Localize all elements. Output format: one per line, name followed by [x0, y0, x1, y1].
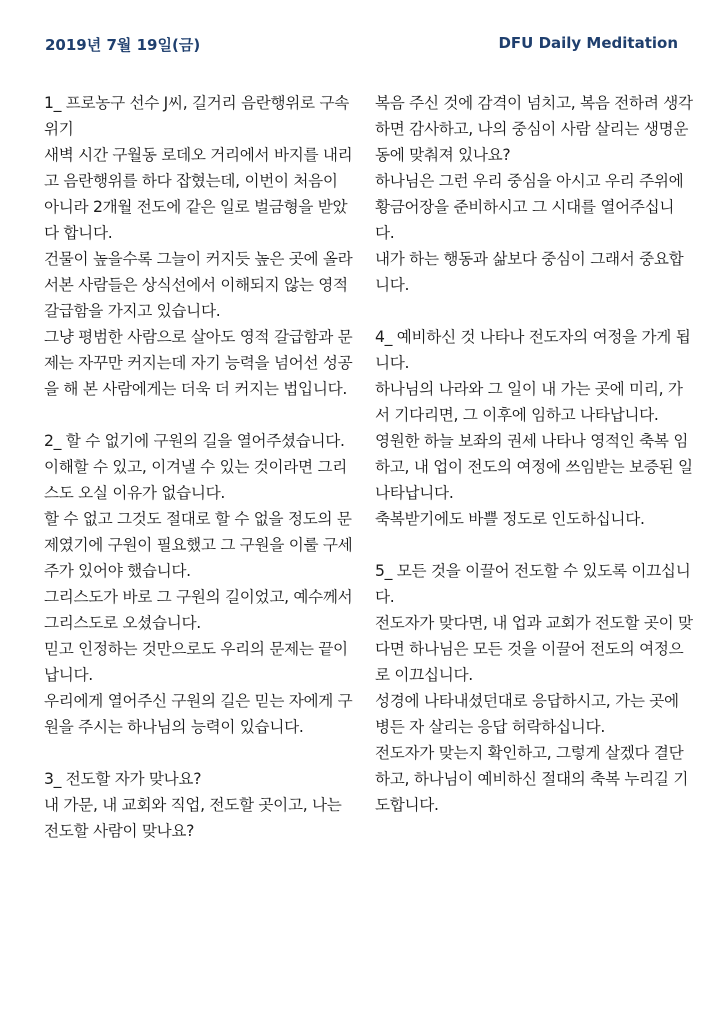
paragraph: 할 수 없고 그것도 절대로 할 수 없을 정도의 문제였기에 구원이 필요했고 그 구원을 이룰 구세주가 있어야 했습니다. [44, 510, 353, 580]
paragraph: 그냥 평범한 사람으로 살아도 영적 갈급함과 문제는 자꾸만 커지는데 자기 능력을 넘어선 성공을 해 본 사람에게는 더욱 더 커지는 법입니다. [44, 328, 353, 398]
paragraph: 영원한 하늘 보좌의 권세 나타나 영적인 축복 임하고, 내 업이 전도의 여정에 쓰임받는 보증된 일 나타납니다. [375, 432, 693, 502]
header-title: DFU Daily Meditation [498, 34, 678, 52]
paragraph: 이해할 수 있고, 이겨낼 수 있는 것이라면 그리스도 오실 이유가 없습니다. [44, 458, 347, 502]
paragraph: 하나님의 나라와 그 일이 내 가는 곳에 미리, 가서 기다리면, 그 이후에 임하고 나타납니다. [375, 380, 683, 424]
right-column [375, 90, 693, 844]
page-header [45, 34, 678, 56]
paragraph: 하나님은 그런 우리 중심을 아시고 우리 주위에 황금어장을 준비하시고 그 시대를 열어주십니다. [375, 172, 684, 242]
section-1 [44, 90, 356, 402]
left-column [44, 90, 356, 870]
section-title: 5_ 모든 것을 이끌어 전도할 수 있도록 이끄십니다. [375, 562, 691, 606]
paragraph: 내가 하는 행동과 삶보다 중심이 그래서 중요합니다. [375, 250, 684, 294]
paragraph: 믿고 인정하는 것만으로도 우리의 문제는 끝이 납니다. [44, 640, 348, 684]
paragraph: 내 가문, 내 교회와 직업, 전도할 곳이고, 나는 전도할 사람이 맞나요? [44, 796, 342, 840]
section-4 [375, 324, 693, 532]
paragraph: 우리에게 열어주신 구원의 길은 믿는 자에게 구원을 주시는 하나님의 능력이 있습니다. [44, 692, 353, 736]
paragraph: 전도자가 맞다면, 내 업과 교회가 전도할 곳이 맞다면 하나님은 모든 것을 이끌어 전도의 여정으로 이끄십니다. [375, 614, 693, 684]
section-title: 4_ 예비하신 것 나타나 전도자의 여정을 가게 됩니다. [375, 328, 691, 372]
section-3 [44, 766, 356, 844]
paragraph: 전도자가 맞는지 확인하고, 그렇게 살겠다 결단하고, 하나님이 예비하신 절대의 축복 누리길 기도합니다. [375, 744, 689, 814]
paragraph: 복음 주신 것에 감격이 넘치고, 복음 전하려 생각하면 감사하고, 나의 중심이 사람 살리는 생명운동에 맞춰져 있나요? [375, 94, 693, 164]
section-title: 3_ 전도할 자가 맞나요? [44, 770, 202, 788]
section-5 [375, 558, 693, 818]
paragraph: 새벽 시간 구월동 로데오 거리에서 바지를 내리고 음란행위를 하다 잡혔는데, 이번이 처음이 아니라 2개월 전도에 같은 일로 벌금형을 받았다 합니다. [44, 146, 353, 242]
header-date: 2019년 7월 19일(금) [45, 36, 201, 54]
section-2 [44, 428, 356, 740]
section-title: 2_ 할 수 없기에 구원의 길을 열어주셨습니다. [44, 432, 345, 450]
paragraph: 그리스도가 바로 그 구원의 길이었고, 예수께서 그리스도로 오셨습니다. [44, 588, 353, 632]
section-3-continued [375, 90, 693, 298]
paragraph: 성경에 나타내셨던대로 응답하시고, 가는 곳에 병든 자 살리는 응답 허락하십니다. [375, 692, 679, 736]
paragraph: 축복받기에도 바쁠 정도로 인도하십니다. [375, 510, 645, 528]
paragraph: 건물이 높을수록 그늘이 커지듯 높은 곳에 올라서본 사람들은 상식선에서 이해되지 않는 영적 갈급함을 가지고 있습니다. [44, 250, 353, 320]
section-title: 1_ 프로농구 선수 J씨, 길거리 음란행위로 구속 위기 [44, 94, 349, 138]
